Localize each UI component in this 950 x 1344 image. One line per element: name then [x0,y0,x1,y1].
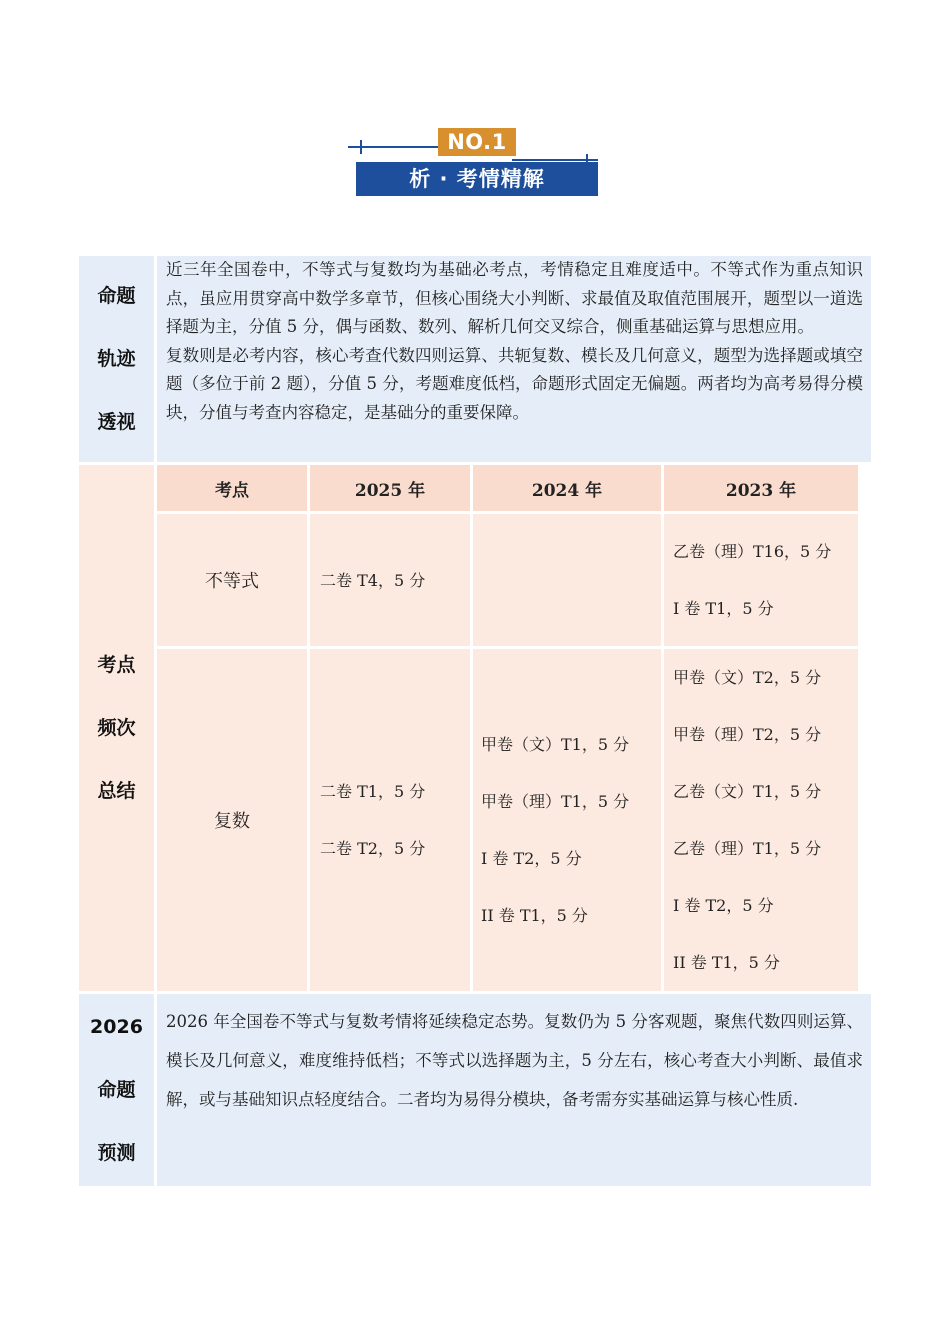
exam-item: 甲卷（理）T2，5 分 [673,725,822,744]
decor-tick-left [360,140,362,154]
exam-item: I 卷 T2，5 分 [481,849,582,868]
side-label-trajectory [79,256,154,462]
exam-item: 二卷 T4，5 分 [320,570,426,590]
exam-item: II 卷 T1，5 分 [673,953,780,972]
exam-item: 二卷 T1，5 分 [320,782,426,801]
side-char: 轨迹 [97,347,136,370]
forecast-text-box [157,994,871,1186]
side-char: 预测 [97,1141,136,1164]
side-char: 命题 [97,284,136,307]
exam-item: 二卷 T2，5 分 [320,839,426,858]
exam-item: 甲卷（文）T1，5 分 [481,735,630,754]
row-topic-inequality: 不等式 [157,514,307,646]
cell-inequality-2025 [310,514,470,646]
section-number: NO.1 [438,128,516,156]
exam-item: 乙卷（理）T1，5 分 [673,839,822,858]
column-header-topic: 考点 [157,465,307,511]
exam-item: 乙卷（文）T1，5 分 [673,782,822,801]
trajectory-paragraph-2: 复数则是必考内容，核心考查代数四则运算、共轭复数、模长及几何意义，题型为选择题或填空题（多位于前 2 题），分值 5 分，考题难度低档，命题形式固定无偏题。两者均为高考易得分模块，分值与考查内容稳定，是基础分的重要保障。 [166,345,863,422]
side-char: 2026 [90,1015,143,1038]
cell-complex-2024 [473,649,661,991]
trajectory-text-box [157,256,871,462]
side-char: 透视 [97,410,136,433]
section-title: 析 · 考情精解 [356,162,598,196]
cell-inequality-2023 [664,514,858,646]
exam-item: 甲卷（文）T2，5 分 [673,668,822,687]
side-label-frequency [79,465,154,991]
exam-item: II 卷 T1，5 分 [481,906,588,925]
cell-inequality-2024 [473,514,661,646]
column-header-2025: 2025 年 [310,465,470,511]
exam-item: I 卷 T1，5 分 [673,599,774,618]
cell-complex-2023 [664,649,858,991]
side-char: 考点 [97,653,136,676]
side-char: 频次 [97,716,136,739]
trajectory-paragraph-1: 近三年全国卷中，不等式与复数均为基础必考点，考情稳定且难度适中。不等式作为重点知识点，虽应用贯穿高中数学多章节，但核心围绕大小判断、求最值及取值范围展开，题型以一道选择题为主，分值 5 分，偶与函数、数列、解析几何交叉综合，侧重基础运算与思想应用。 [166,260,863,336]
row-topic-complex: 复数 [157,649,307,991]
section-heading-badge [348,128,600,198]
forecast-paragraph: 2026 年全国卷不等式与复数考情将延续稳定态势。复数仍为 5 分客观题，聚焦代数四则运算、模长及几何意义，难度维持低档；不等式以选择题为主，5 分左右，核心考查大小判断、最值求解，或与基础知识点轻度结合。二者均为易得分模块，备考需夯实基础运算与核心性质. [166,1012,863,1109]
side-char: 命题 [97,1078,136,1101]
side-char: 总结 [97,779,136,802]
exam-item: 甲卷（理）T1，5 分 [481,792,630,811]
column-header-2023: 2023 年 [664,465,858,511]
decor-line-left [348,146,442,148]
side-label-forecast [79,994,154,1186]
exam-item: 乙卷（理）T16，5 分 [673,542,832,561]
exam-item: I 卷 T2，5 分 [673,896,774,915]
column-header-2024: 2024 年 [473,465,661,511]
cell-complex-2025 [310,649,470,991]
